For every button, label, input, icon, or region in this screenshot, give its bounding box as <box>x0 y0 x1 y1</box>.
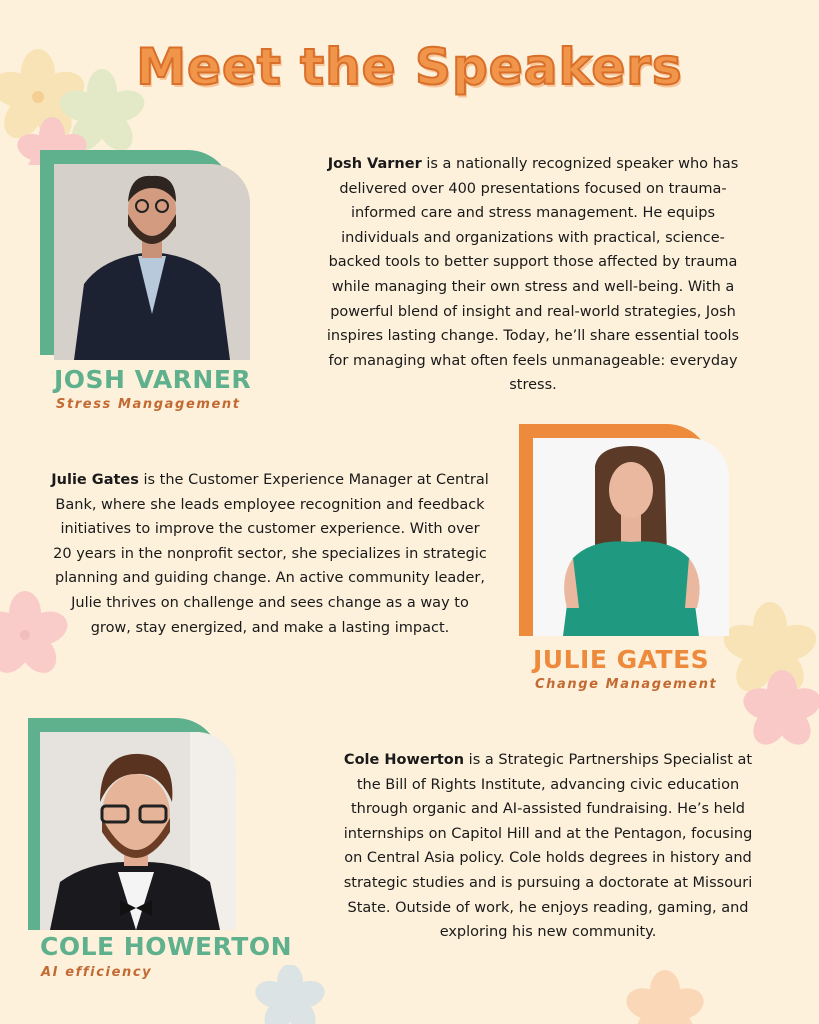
speaker-role: Change Management <box>535 677 718 692</box>
speaker-role: AI efficiency <box>41 965 153 980</box>
speaker-name: COLE HOWERTON <box>40 932 292 961</box>
speaker-photo-josh <box>54 164 250 360</box>
speaker-bio-text: is a nationally recognized speaker who has delivered over 400 presentations focused on trauma-informed care and stress management. He equips individuals and organizations with practical, science-backed tools to better support those affected by trauma while managing their own stress and well-being. With a powerful blend of insight and real-world strategies, Josh inspires lasting change. Today, he’ll share essential tools for managing what often feels unmanageable: everyday stress. <box>326 156 740 394</box>
speaker-name: JOSH VARNER <box>54 365 252 394</box>
hibiscus-flower-bottom-blue <box>255 965 325 1024</box>
speaker-bio-text: is the Customer Experience Manager at Central Bank, where she leads employee recognition and feedback initiatives to improve the customer experience. With over 20 years in the nonprofit sector, she specializes in strategic planning and guiding change. An active community leader, Julie thrives on challenge and sees change as a way to grow, stay energized, and make a lasting impact. <box>53 472 489 636</box>
speaker-photo-cole <box>40 732 236 930</box>
speaker-role: Stress Mangagement <box>56 397 241 412</box>
speaker-bio <box>50 468 490 640</box>
speaker-photo-julie <box>533 438 729 636</box>
speaker-bio <box>338 748 758 945</box>
hibiscus-flower-right <box>720 600 819 750</box>
speaker-bio-text: is a Strategic Partnerships Specialist at the Bill of Rights Institute, advancing civic education through organic and AI-assisted fundraising. He’s held internships on Capitol Hill and at the Pentagon, focusing on Central Asia policy. Cole holds degrees in history and strategic studies and is pursuing a doctorate at Missouri State. Outside of work, he enjoys reading, gaming, and exploring his new community. <box>343 752 753 941</box>
speaker-bio-name: Julie Gates <box>51 472 139 488</box>
speaker-bio-name: Josh Varner <box>327 156 422 172</box>
speaker-bio <box>318 152 748 398</box>
speaker-bio-name: Cole Howerton <box>343 752 465 768</box>
page-title: Meet the Speakers <box>136 38 683 96</box>
speaker-name: JULIE GATES <box>533 645 710 674</box>
hibiscus-flower-bottom-orange <box>620 970 710 1024</box>
